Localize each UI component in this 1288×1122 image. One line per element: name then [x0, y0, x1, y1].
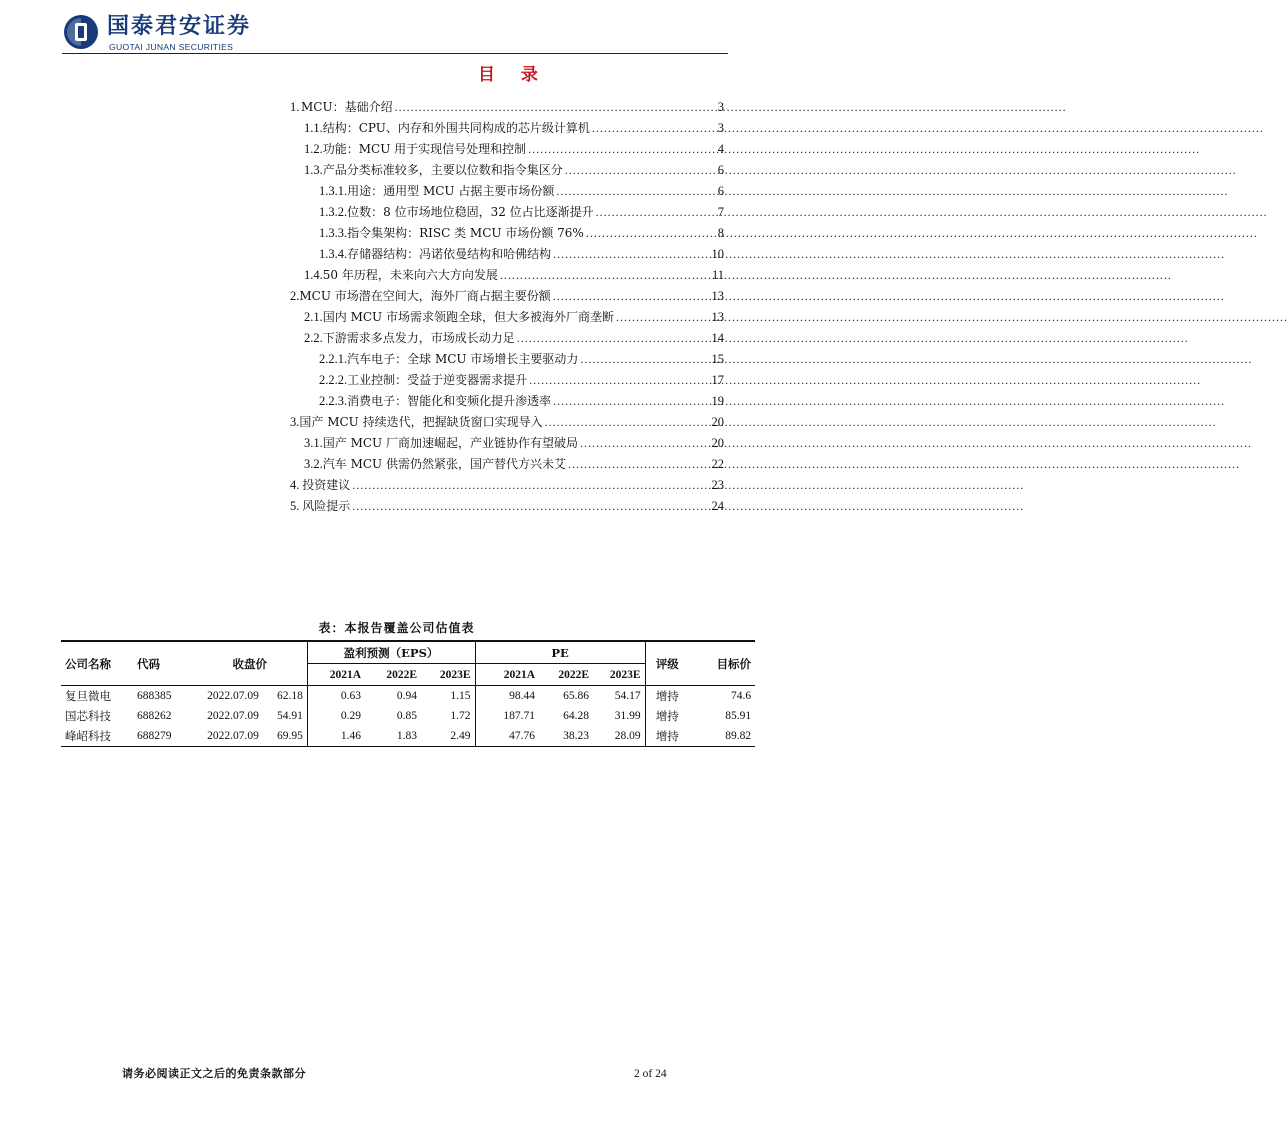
toc-item-number: 1.3.1.	[319, 184, 348, 198]
table-row	[61, 726, 755, 747]
cell-date: 2022.07.09	[207, 710, 259, 722]
header-code: 代码	[133, 641, 193, 686]
header-eps-2022e: 2022E	[365, 664, 421, 686]
header-eps-forecast: 盈利预测（EPS）	[307, 641, 475, 664]
toc-item-number: 1.2.	[304, 142, 323, 156]
toc-item-page: 8	[717, 226, 724, 240]
toc-dot-leader	[596, 203, 716, 222]
toc-item-number: 2.2.3.	[319, 394, 348, 408]
header-company: 公司名称	[61, 641, 133, 686]
header-target-price: 目标价	[689, 641, 755, 686]
cell-code: 688279	[133, 726, 193, 747]
toc-item-label: 功能：MCU 用于实现信号处理和控制	[322, 142, 527, 156]
toc-dot-leader	[586, 224, 716, 243]
toc-item-page: 24	[711, 499, 724, 513]
toc-dot-leader	[592, 119, 716, 138]
toc-item-label: 风险提示	[302, 499, 351, 513]
toc-item-label: 国内 MCU 市场需求领跑全球，但大多被海外厂商垄断	[322, 310, 614, 324]
toc-item-page: 19	[711, 394, 724, 408]
toc-item-label: 存储器结构：冯诺依曼结构和哈佛结构	[347, 247, 552, 261]
toc-item[interactable]	[290, 476, 724, 497]
cell-company: 复旦微电	[65, 689, 111, 703]
toc-item-number: 1.3.4.	[319, 247, 348, 261]
cell-pe-2023e: 54.17	[614, 690, 641, 702]
toc-item-number: 2.2.2.	[319, 373, 348, 387]
cell-eps-2021a: 0.29	[307, 706, 365, 726]
toc-item-number: 5.	[290, 499, 300, 513]
toc-item[interactable]	[290, 308, 724, 329]
toc-item[interactable]	[290, 203, 724, 224]
header-pe-2021a: 2021A	[475, 664, 539, 686]
cell-eps-2022e: 1.83	[365, 726, 421, 747]
toc-item-number: 2.2.	[304, 331, 323, 345]
toc-item-label: 消费电子：智能化和变频化提升渗透率	[347, 394, 552, 408]
cell-company: 国芯科技	[65, 709, 111, 723]
valuation-table	[61, 640, 755, 747]
toc-item-label: 50 年历程，未来向六大方向发展	[322, 268, 498, 282]
table-of-contents	[290, 98, 724, 518]
toc-item-number: 1.1.	[304, 121, 323, 135]
toc-item-page: 13	[711, 310, 724, 324]
toc-item-label: 结构：CPU、内存和外围共同构成的芯片级计算机	[322, 121, 590, 135]
toc-item[interactable]	[290, 350, 724, 371]
cell-date: 2022.07.09	[207, 690, 259, 702]
toc-title: 目 录	[478, 65, 548, 85]
cell-code: 688385	[137, 690, 172, 702]
cell-rating: 增持	[645, 726, 689, 747]
toc-item-label: 位数：8 位市场地位稳固，32 位占比逐渐提升	[347, 205, 594, 219]
toc-item-page: 20	[711, 415, 724, 429]
cell-company: 峰岹科技	[61, 726, 133, 747]
toc-dot-leader	[580, 350, 709, 369]
cell-eps-2023e: 1.15	[450, 690, 471, 702]
toc-item[interactable]	[290, 329, 724, 350]
toc-item-label: 产品分类标准较多，主要以位数和指令集区分	[322, 163, 563, 177]
toc-item[interactable]	[290, 224, 724, 245]
cell-pe-2022e: 64.28	[563, 710, 590, 722]
toc-item-number: 3.2.	[304, 457, 323, 471]
table-caption: 表：本报告覆盖公司估值表	[318, 621, 475, 635]
toc-item-number: 1.4.	[304, 268, 323, 282]
toc-item[interactable]	[290, 245, 724, 266]
cell-pe-2023e: 28.09	[593, 726, 645, 747]
toc-item-number: 2.1.	[304, 310, 323, 324]
toc-item-page: 15	[711, 352, 724, 366]
cell-target-price: 85.91	[725, 710, 752, 722]
logo-english-name: GUOTAI JUNAN SECURITIES	[109, 42, 234, 52]
cell-rating: 增持	[645, 706, 689, 726]
header-eps-2023e: 2023E	[421, 664, 475, 686]
toc-item-page: 4	[717, 142, 724, 156]
header-pe: PE	[475, 641, 645, 664]
toc-item-number: 3.1.	[304, 436, 323, 450]
toc-item[interactable]	[290, 455, 724, 476]
toc-item[interactable]	[290, 119, 724, 140]
cell-pe-2021a: 187.71	[475, 706, 539, 726]
valuation-table-container	[61, 640, 755, 747]
toc-item[interactable]	[290, 413, 724, 434]
cell-pe-2021a: 98.44	[475, 686, 539, 707]
toc-item-label: 用途：通用型 MCU 占据主要市场份额	[347, 184, 555, 198]
toc-dot-leader	[580, 434, 710, 453]
cell-pe-2023e: 31.99	[614, 710, 641, 722]
table-row	[61, 686, 755, 707]
table-row	[61, 706, 755, 726]
toc-item-number: 4.	[290, 478, 300, 492]
toc-item-page: 23	[711, 478, 724, 492]
toc-item-label: 国产 MCU 持续迭代，把握缺货窗口实现导入	[299, 415, 543, 429]
toc-item-number: 1.3.	[304, 163, 323, 177]
toc-item-label: 汽车电子：全球 MCU 市场增长主要驱动力	[347, 352, 579, 366]
cell-rating: 增持	[645, 686, 689, 707]
toc-item-number: 2.	[290, 289, 300, 303]
toc-item-number: 2.2.1.	[319, 352, 348, 366]
cell-eps-2021a: 0.63	[307, 686, 365, 707]
toc-item[interactable]	[290, 266, 724, 287]
cell-pe-2022e: 38.23	[539, 726, 593, 747]
toc-dot-leader	[395, 98, 716, 117]
toc-item[interactable]	[290, 371, 724, 392]
toc-item[interactable]	[290, 497, 724, 518]
toc-dot-leader	[517, 329, 710, 348]
toc-dot-leader	[553, 287, 710, 306]
toc-item-page: 10	[711, 247, 724, 261]
toc-dot-leader	[352, 476, 709, 495]
toc-item[interactable]	[290, 392, 724, 413]
cell-target-price: 89.82	[689, 726, 755, 747]
cell-eps-2022e: 0.94	[396, 690, 417, 702]
header-eps-2021a: 2021A	[307, 664, 365, 686]
cell-price: 62.18	[277, 690, 303, 702]
table-header-row	[61, 641, 755, 664]
toc-item-page: 7	[717, 205, 724, 219]
toc-item-page: 11	[711, 268, 724, 282]
toc-dot-leader	[556, 182, 715, 201]
toc-dot-leader	[616, 308, 710, 327]
toc-item[interactable]	[290, 287, 724, 308]
toc-item-number: 1.3.3.	[319, 226, 348, 240]
cell-pe-2021a: 47.76	[475, 726, 539, 747]
toc-item-label: 国产 MCU 厂商加速崛起，产业链协作有望破局	[322, 436, 578, 450]
toc-dot-leader	[553, 245, 709, 264]
toc-dot-leader	[553, 392, 709, 411]
cell-code: 688262	[137, 710, 172, 722]
toc-dot-leader	[528, 140, 716, 159]
toc-item-label: 汽车 MCU 供需仍然紧张，国产替代方兴未艾	[322, 457, 566, 471]
toc-dot-leader	[565, 161, 716, 180]
toc-item[interactable]	[290, 98, 724, 119]
cell-eps-2023e: 2.49	[421, 726, 475, 747]
toc-item-label: 投资建议	[302, 478, 351, 492]
toc-item[interactable]	[290, 161, 724, 182]
toc-item-number: 1.3.2.	[319, 205, 348, 219]
cell-pe-2022e: 65.86	[563, 690, 590, 702]
toc-item-number: 3.	[290, 415, 300, 429]
cell-price: 69.95	[273, 726, 307, 747]
toc-item-page: 3	[717, 100, 724, 114]
toc-item-page: 22	[711, 457, 724, 471]
toc-item-label: MCU：基础介绍	[301, 100, 393, 114]
toc-item-page: 3	[717, 121, 724, 135]
toc-item-number: 1.	[290, 100, 300, 114]
header-pe-2023e: 2023E	[593, 664, 645, 686]
toc-item-page: 17	[711, 373, 724, 387]
header-divider	[62, 53, 728, 54]
toc-item-page: 6	[717, 184, 724, 198]
header-close-price: 收盘价	[193, 641, 307, 686]
toc-item-label: 工业控制：受益于逆变器需求提升	[347, 373, 528, 387]
toc-dot-leader	[500, 266, 710, 285]
cell-price: 54.91	[277, 710, 303, 722]
toc-dot-leader	[545, 413, 710, 432]
toc-item-page: 6	[717, 163, 724, 177]
page-number: 2 of 24	[634, 1068, 667, 1080]
toc-dot-leader	[568, 455, 710, 474]
toc-item-label: MCU 市场潜在空间大，海外厂商占据主要份额	[299, 289, 551, 303]
toc-item-page: 13	[711, 289, 724, 303]
cell-eps-2022e: 0.85	[396, 710, 417, 722]
header-pe-2022e: 2022E	[539, 664, 593, 686]
toc-item[interactable]	[290, 182, 724, 203]
toc-dot-leader	[352, 497, 709, 516]
cell-date: 2022.07.09	[193, 726, 273, 747]
cell-eps-2021a: 1.46	[307, 726, 365, 747]
logo-mark-icon	[63, 14, 99, 50]
toc-item[interactable]	[290, 140, 724, 161]
toc-dot-leader	[529, 371, 709, 390]
toc-item-page: 20	[711, 436, 724, 450]
toc-item-label: 下游需求多点发力，市场成长动力足	[322, 331, 515, 345]
disclaimer-note: 请务必阅读正文之后的免责条款部分	[122, 1067, 306, 1080]
toc-item[interactable]	[290, 434, 724, 455]
cell-eps-2023e: 1.72	[450, 710, 471, 722]
header-rating: 评级	[645, 641, 689, 686]
cell-target-price: 74.6	[730, 690, 752, 702]
toc-item-page: 14	[711, 331, 724, 345]
logo-chinese-name: 国泰君安证券	[107, 14, 252, 39]
toc-item-label: 指令集架构：RISC 类 MCU 市场份额 76%	[347, 226, 584, 240]
